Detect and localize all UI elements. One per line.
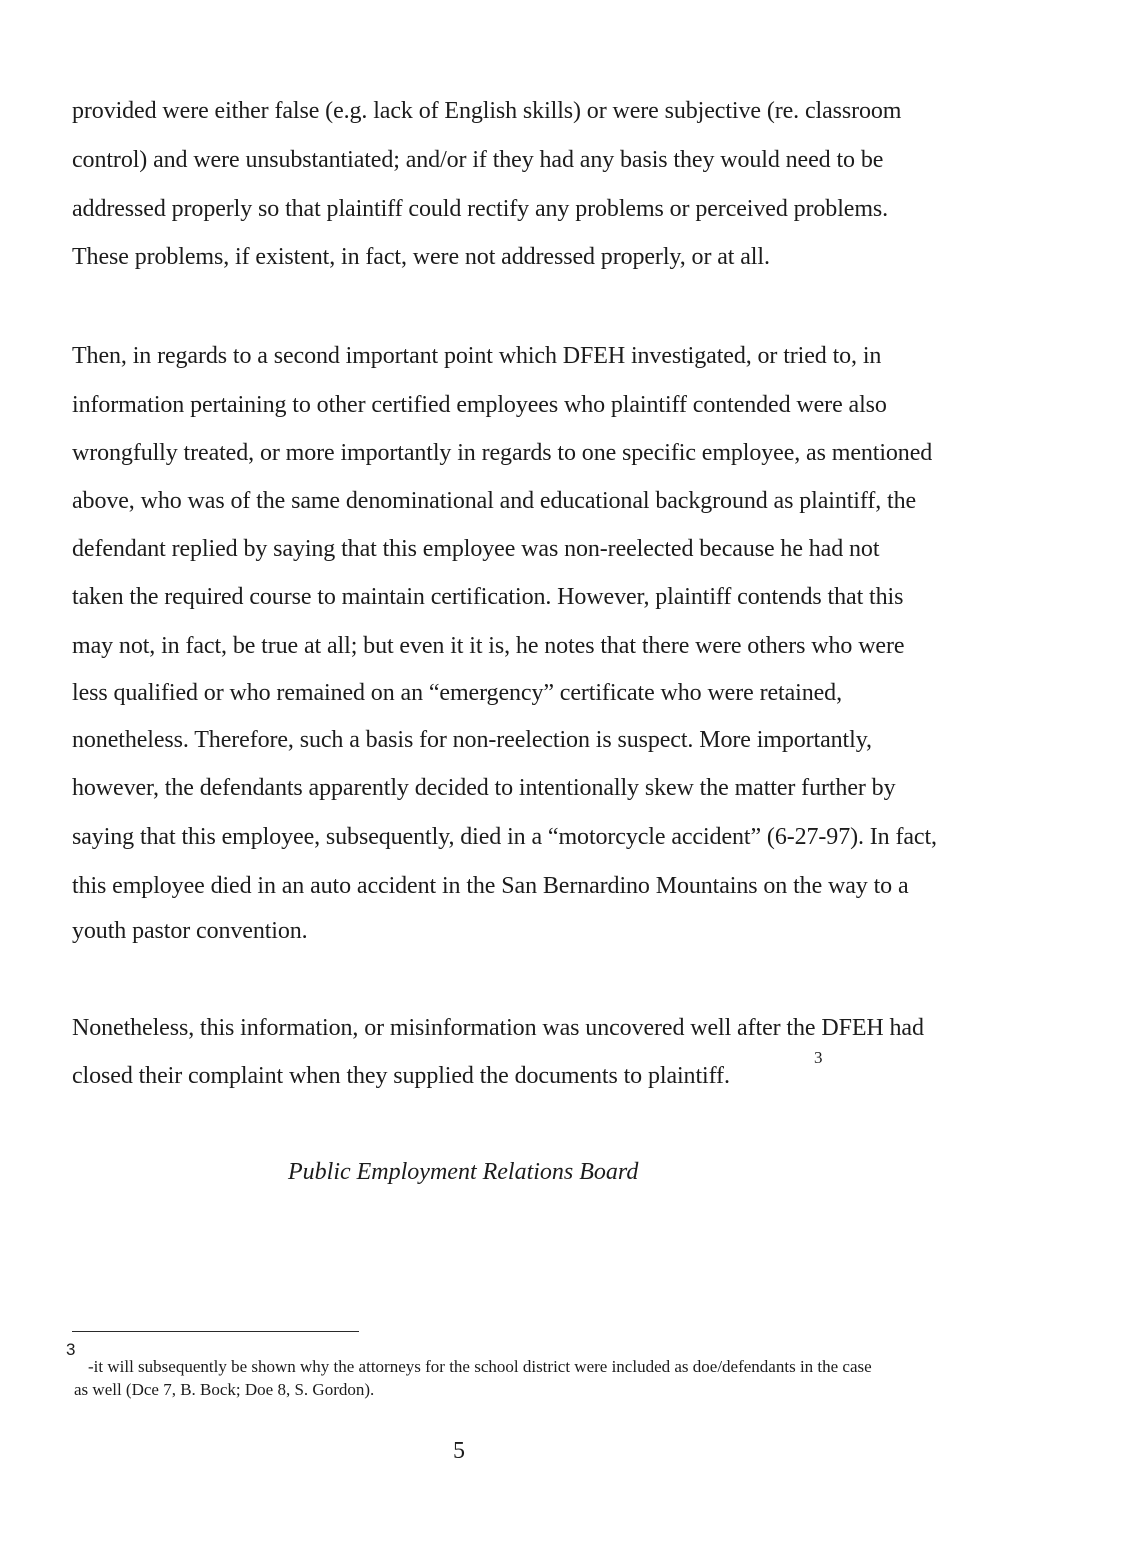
section-heading: Public Employment Relations Board <box>288 1159 639 1185</box>
paragraph-line: control) and were unsubstantiated; and/or if they had any basis they would need to be <box>72 147 884 173</box>
paragraph-line: however, the defendants apparently decided to intentionally skew the matter further by <box>72 775 896 801</box>
paragraph-line: may not, in fact, be true at all; but even it it is, he notes that there were others who were <box>72 633 905 659</box>
paragraph-line: youth pastor convention. <box>72 918 308 944</box>
paragraph-line: this employee died in an auto accident in the San Bernardino Mountains on the way to a <box>72 873 909 899</box>
paragraph-line: Then, in regards to a second important point which DFEH investigated, or tried to, in <box>72 343 882 369</box>
paragraph-line: saying that this employee, subsequently, died in a “motorcycle accident” (6-27-97). In fact, <box>72 824 937 850</box>
paragraph-line: taken the required course to maintain certification. However, plaintiff contends that this <box>72 584 904 610</box>
paragraph-line: defendant replied by saying that this employee was non-reelected because he had not <box>72 536 880 562</box>
paragraph-line: These problems, if existent, in fact, were not addressed properly, or at all. <box>72 244 770 270</box>
paragraph-line: Nonetheless, this information, or misinformation was uncovered well after the DFEH had <box>72 1015 924 1041</box>
footnote-divider <box>72 1331 359 1332</box>
paragraph-line: provided were either false (e.g. lack of English skills) or were subjective (re. classroom <box>72 98 902 124</box>
paragraph-line: nonetheless. Therefore, such a basis for non-reelection is suspect. More importantly, <box>72 727 872 753</box>
page-number: 5 <box>453 1438 465 1464</box>
footnote-line: as well (Dce 7, B. Bock; Doe 8, S. Gordon). <box>74 1380 375 1399</box>
paragraph-line: addressed properly so that plaintiff could rectify any problems or perceived problems. <box>72 196 889 222</box>
footnote-marker: 3 <box>66 1340 76 1359</box>
paragraph-line: information pertaining to other certified employees who plaintiff contended were also <box>72 392 887 418</box>
paragraph-line: less qualified or who remained on an “emergency” certificate who were retained, <box>72 680 842 706</box>
paragraph-line: above, who was of the same denominational and educational background as plaintiff, the <box>72 488 917 514</box>
paragraph-line: closed their complaint when they supplied the documents to plaintiff. <box>72 1063 730 1089</box>
footnote-reference[interactable]: 3 <box>814 1048 823 1067</box>
footnote-line: -it will subsequently be shown why the attorneys for the school district were included as doe/defendants in the case <box>88 1357 872 1376</box>
paragraph-line: wrongfully treated, or more importantly in regards to one specific employee, as mentioned <box>72 440 933 466</box>
